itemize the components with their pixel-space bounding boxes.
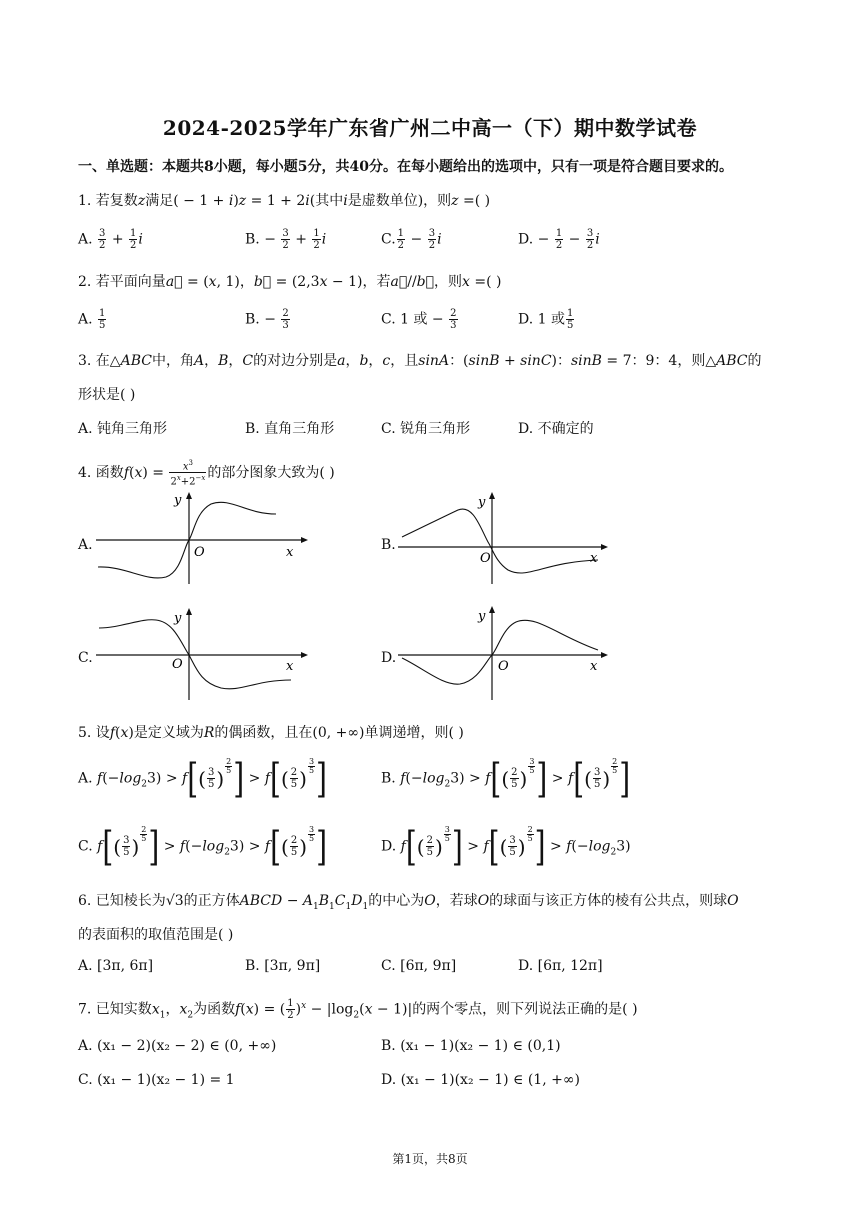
section-heading: 一、单选题：本题共8小题，每小题5分，共40分。在每小题给出的选项中，只有一项是符合题目要求的。 — [78, 159, 733, 175]
question-7-stem: 7. 已知实数$x_1$，$x_2$为函数f(x) = ( $\frac{1}{2}$ )$^x - |\log_2(x - 1)|$的两个零点，则下列说法正确的是( ) — [78, 998, 638, 1021]
q7-option-a[interactable]: A. (x₁ − 2)(x₂ − 2) ∈ (0, +∞) — [78, 1038, 277, 1054]
question-2-stem: 2. 若平面向量a⃗ = (x, 1)，b⃗ = (2,3x − 1)，若a⃗//b⃗，则x =( ) — [78, 274, 502, 290]
question-3-stem-line1: 3. 在△ABC中，角A，B，C的对边分别是a，b，c，且sinA：(sinB + sinC)：sinB = 7：9：4，则△ABC的 — [78, 353, 762, 369]
q4-b-origin: O — [480, 551, 491, 566]
q4-c-origin: O — [172, 657, 183, 672]
q2-option-a[interactable]: A. $\frac{1}{5}$ — [78, 308, 106, 331]
q4-c-y-label: y — [174, 611, 182, 626]
q4-graph-b[interactable] — [398, 492, 608, 584]
q6-option-c[interactable]: C. [6π, 9π] — [381, 958, 457, 974]
question-6-stem-line2: 的表面积的取值范围是( ) — [78, 927, 234, 943]
q2-option-d[interactable]: D. 1 或 $\frac{1}{5}$ — [518, 308, 574, 331]
q4-option-d-label[interactable]: D. — [381, 650, 397, 666]
q4-c-x-label: x — [286, 659, 294, 674]
q1-option-c[interactable]: C. $\frac{1}{2}$ − $\frac{3}{2}$ i — [381, 228, 442, 251]
q4-b-y-label: y — [478, 495, 486, 510]
q3-option-c[interactable]: C. 锐角三角形 — [381, 421, 471, 437]
question-4-stem: 4. 函数f(x) = $\frac{x^3}{2^x+2^{-x}}$ 的部分图象大致为( ) — [78, 459, 335, 488]
q1-option-d[interactable]: D. − $\frac{1}{2}$ − $\frac{3}{2}$ i — [518, 228, 600, 251]
q1-option-b[interactable]: B. − $\frac{3}{2}$ + $\frac{1}{2}$ i — [245, 228, 327, 251]
q3-option-a[interactable]: A. 钝角三角形 — [78, 421, 168, 437]
q2-option-b[interactable]: B. − $\frac{2}{3}$ — [245, 308, 289, 331]
q4-graph-c[interactable] — [96, 608, 308, 700]
q4-a-y-label: y — [174, 493, 182, 508]
q4-b-x-label: x — [590, 551, 598, 566]
q4-d-origin: O — [498, 659, 509, 674]
q5-option-a[interactable]: A. $f(-\log_23) > f$[( $\frac{3}{5}$ ) $^{\frac{2}{5}}$ ] > f[( $\frac{2}{5}$ ) $^{\frac{3}{5}}$ ] — [78, 753, 327, 802]
q4-graph-d[interactable] — [398, 606, 608, 700]
q4-option-b-label[interactable]: B. — [381, 537, 396, 553]
q4-d-x-label: x — [590, 659, 598, 674]
question-5-stem: 5. 设f(x)是定义域为R的偶函数，且在(0, +∞)单调递增，则( ) — [78, 725, 464, 741]
q4-option-c-label[interactable]: C. — [78, 650, 93, 666]
q4-a-origin: O — [194, 545, 205, 560]
q7-option-c[interactable]: C. (x₁ − 1)(x₂ − 1) = 1 — [78, 1072, 235, 1088]
q5-option-b[interactable]: B. $f(-\log_23) > f$[( $\frac{2}{5}$ ) $^{\frac{3}{5}}$ ] > f[( $\frac{3}{5}$ ) $^{\frac{2}{5}}$ ] — [381, 753, 631, 802]
q2-option-c[interactable]: C. 1 或 − $\frac{2}{3}$ — [381, 308, 457, 331]
question-3-stem-line2: 形状是( ) — [78, 387, 136, 403]
q6-option-a[interactable]: A. [3π, 6π] — [78, 958, 154, 974]
q3-option-b[interactable]: B. 直角三角形 — [245, 421, 335, 437]
page-footer: 第1页，共8页 — [392, 1152, 468, 1166]
q4-graph-a[interactable] — [96, 492, 308, 584]
q7-option-d[interactable]: D. (x₁ − 1)(x₂ − 1) ∈ (1, +∞) — [381, 1072, 580, 1088]
question-6-stem-line1: 6. 已知棱长为√3的正方体ABCD − $A_1B_1C_1D_1$的中心为O，若球O的球面与该正方体的棱有公共点，则球O — [78, 893, 739, 912]
page-title: 2024-2025学年广东省广州二中高一（下）期中数学试卷 — [162, 116, 698, 140]
q4-option-a-label[interactable]: A. — [78, 537, 93, 553]
q4-d-y-label: y — [478, 609, 486, 624]
question-1-stem: 1. 若复数z满足( − 1 + i)z = 1 + 2i(其中i是虚数单位)，则z =( ) — [78, 193, 491, 209]
q1-option-a[interactable]: A. $\frac{3}{2}$ + $\frac{1}{2}$ i — [78, 228, 143, 251]
q4-a-x-label: x — [286, 545, 294, 560]
q3-option-d[interactable]: D. 不确定的 — [518, 421, 594, 437]
q5-option-d[interactable]: D. f[( $\frac{2}{5}$ ) $^{\frac{3}{5}}$ ] > f[( $\frac{3}{5}$ ) $^{\frac{2}{5}}$ ] > $f(-\log_23)$ — [381, 821, 631, 870]
q5-option-c[interactable]: C. f[( $\frac{3}{5}$ ) $^{\frac{2}{5}}$ ] > $f(-\log_23) > f$[( $\frac{2}{5}$ ) $^{\frac{3}{5}}$ ] — [78, 821, 328, 870]
q6-option-d[interactable]: D. [6π, 12π] — [518, 958, 603, 974]
q6-option-b[interactable]: B. [3π, 9π] — [245, 958, 321, 974]
q7-option-b[interactable]: B. (x₁ − 1)(x₂ − 1) ∈ (0,1) — [381, 1038, 561, 1054]
